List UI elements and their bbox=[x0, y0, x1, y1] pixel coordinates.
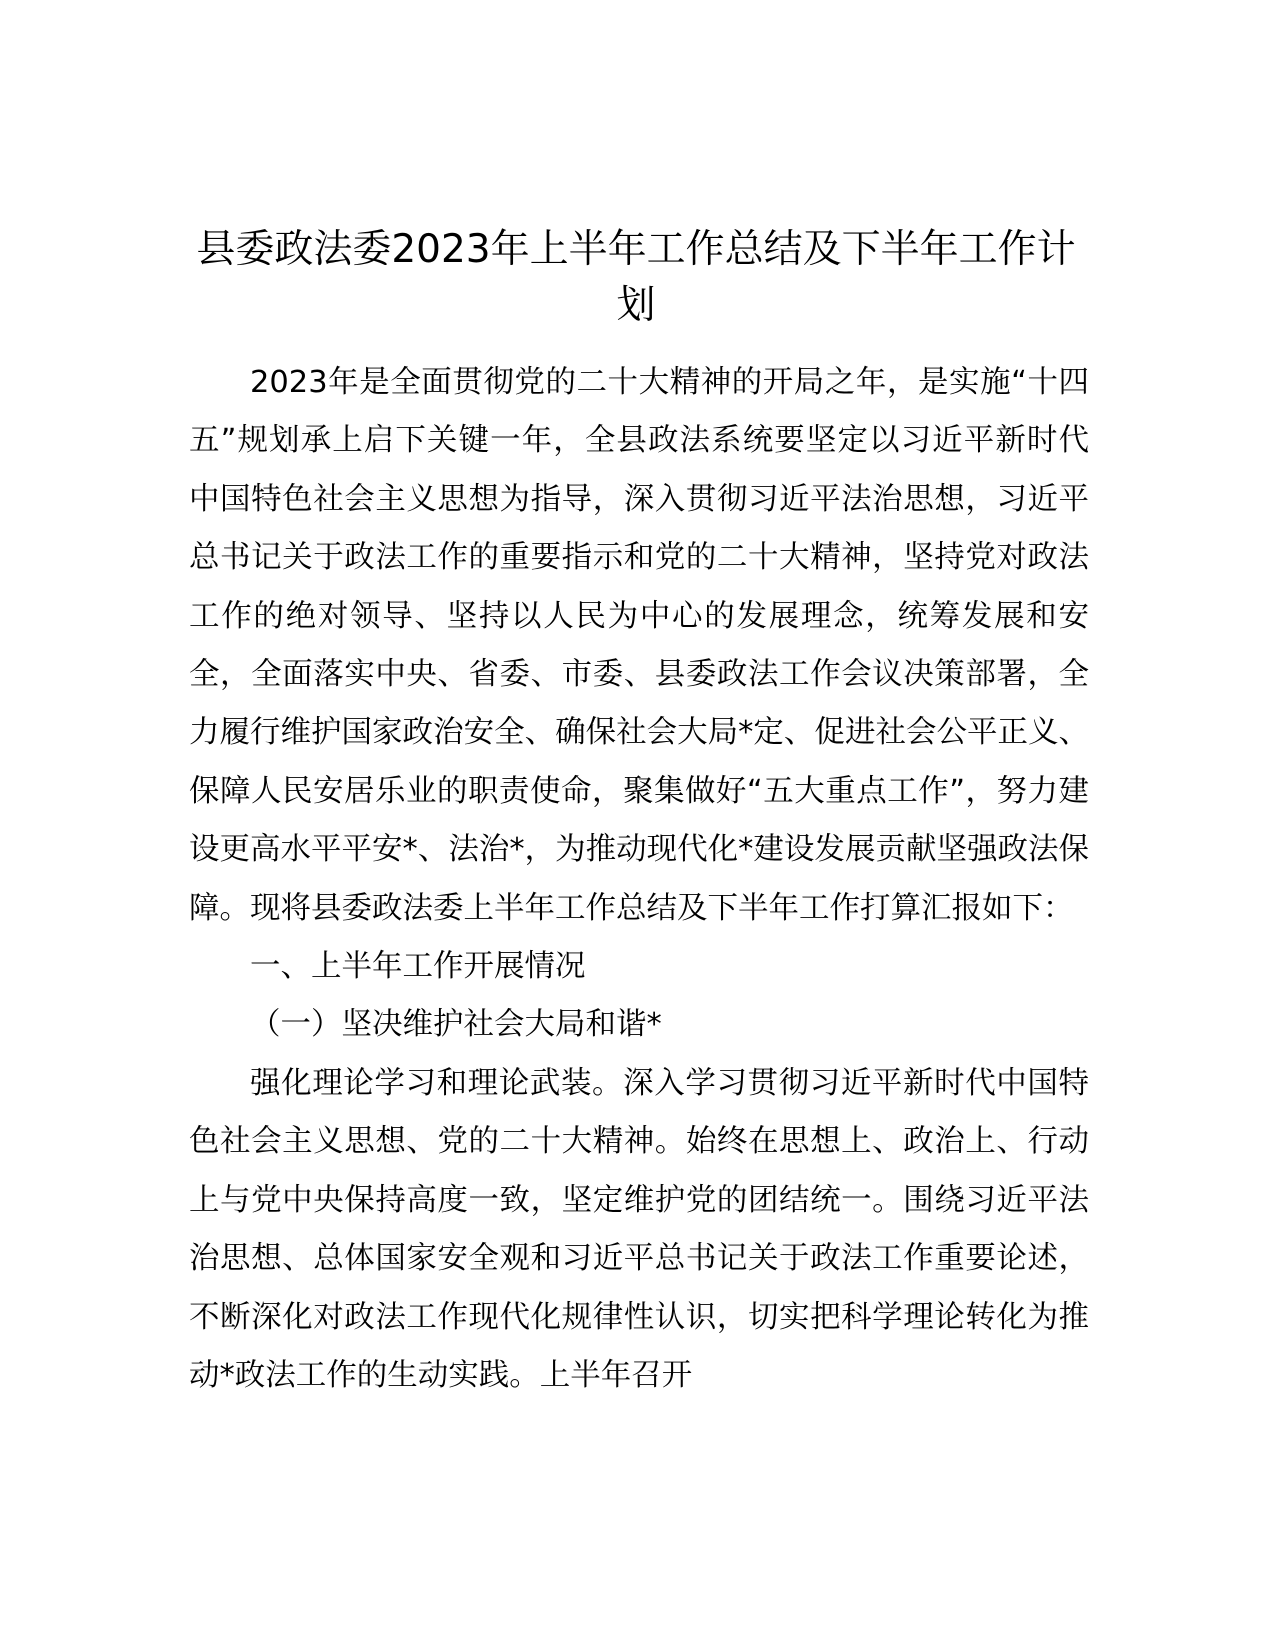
document-body bbox=[189, 354, 1089, 1405]
subsection-heading: （一）坚决维护社会大局和谐* bbox=[250, 1007, 662, 1043]
body-paragraph: 强化理论学习和理论武装。深入学习贯彻习近平新时代中国特色社会主义思想、党的二十大精神。始终在思想上、政治上、行动上与党中央保持高度一致，坚定维护党的团结统一。围绕习近平法治思想、总体国家安全观和习近平总书记关于政法工作重要论述，不断深化对政法工作现代化规律性认识，切实把科学理论转化为推动*政法工作的生动实践。上半年召开 bbox=[189, 1065, 1089, 1393]
intro-paragraph: 2023年是全面贯彻党的二十大精神的开局之年，是实施“十四五”规划承上启下关键一年，全县政法系统要坚定以习近平新时代中国特色社会主义思想为指导，深入贯彻习近平法治思想，习近平总书记关于政法工作的重要指示和党的二十大精神，坚持党对政法工作的绝对领导、坚持以人民为中心的发展理念，统筹发展和安全，全面落实中央、省委、市委、县委政法工作会议决策部署，全力履行维护国家政治安全、确保社会大局*定、促进社会公平正义、保障人民安居乐业的职责使命，聚集做好“五大重点工作”，努力建设更高水平平安*、法治*，为推动现代化*建设发展贡献坚强政法保障。现将县委政法委上半年工作总结及下半年工作打算汇报如下： bbox=[189, 365, 1089, 926]
section-heading: 一、上半年工作开展情况 bbox=[250, 949, 586, 985]
document-title: 县委政法委2023年上半年工作总结及下半年工作计划 bbox=[196, 227, 1076, 328]
